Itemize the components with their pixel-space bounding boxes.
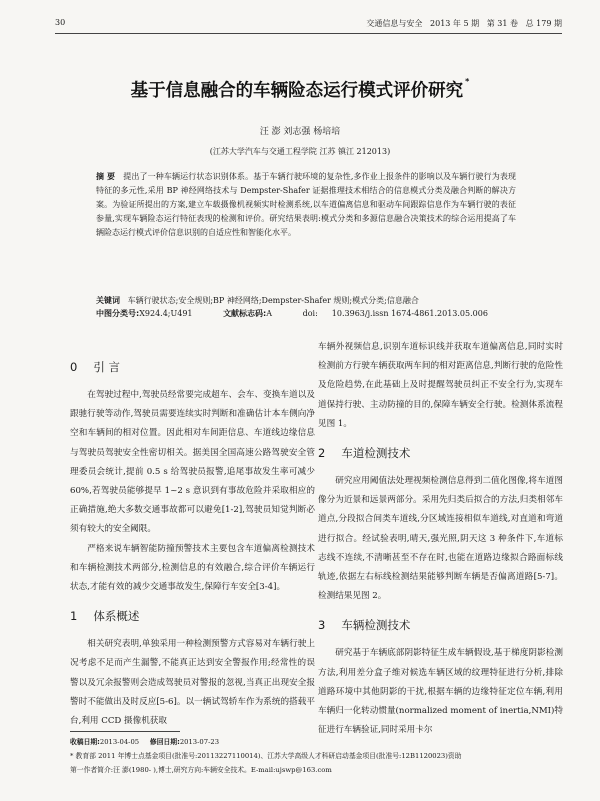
abstract-label: 摘 要 (96, 172, 116, 181)
journal-name: 交通信息与安全 (366, 19, 423, 28)
abstract (96, 170, 516, 240)
section-0-heading: 0 引 言 (70, 360, 120, 374)
footnote-author: 第一作者简介:汪 澎(1980- ),博士,研究方向:车辆安全技术。E-mail:ujswp@163.com (70, 766, 332, 774)
keywords-label: 关键词 (96, 296, 120, 305)
overview-paragraph: 相关研究表明,单独采用一种检测预警方式容易对车辆行驶上况考虑不足而产生漏警,不能真正达到安全警报作用;经常性的误警以及冗余报警则会造成驾驶员对警报的忽视,当真正出现安全报警时不能做出及时反应[5-6]。以一辆试驾轿车作为系统的搭载平台,利用 CCD 摄像机获取 (70, 639, 315, 727)
body (0, 338, 600, 736)
keywords (96, 294, 516, 307)
intro-paragraph-1: 在驾驶过程中,驾驶员经常要完成超车、会车、变换车道以及跟驰行驶等动作,驾驶员需要连续实时判断和准确估计本车侧向净空和车辆间的相对位置。因此相对车间距信息、车道线边缘信息与驾驶员驾驶安全性密切相关。据美国全国高速公路驾驶安全管理委员会统计,提前 0.5 s 给驾驶员报警,追尾事故发生率可减少 60%,若驾驶员能够提早 1~2 s 意识到有事故危险并采取相应的正确措施,绝大多数交通事故都可以避免[1-2],驾驶员知觉判断必须有较大的安全阈限。 (70, 390, 315, 535)
footnote-dates: 收稿日期:2013-04-05 修回日期:2013-07-23 (70, 738, 220, 746)
paper-title (0, 77, 600, 102)
volume: 第 31 卷 (486, 19, 518, 28)
title-text: 基于信息融合的车辆险态运行模式评价研究 (130, 81, 464, 101)
section-1-heading: 1 体系概述 (70, 609, 140, 624)
continued-paragraph: 车辆外视频信息,识别车道标识线并获取车道偏离信息,同时实时检测前方行驶车辆获取两车间的相对距离信息,判断行驶的危险性及危险趋势,在此基础上及时提醒驾驶员纠正不安全行为,实现车道保持行驶、主动防撞的目的,保障车辆安全行驶。检测体系流程见图 1。 (318, 342, 563, 429)
classification-line (96, 307, 516, 320)
doi-label: doi: (302, 309, 318, 318)
affiliation: (江苏大学汽车与交通工程学院 江苏 镇江 212013) (209, 147, 391, 156)
abstract-text: 提出了一种车辆运行状态识别体系。基于车辆行驶环境的复杂性,多作业上报条件的影响以及车辆行驶行为表现特征的多元性,采用 BP 神经网络技术与 Dempster-Shafer 证据推理技术相结合的信息模式分类及融合判断的解决方案。为验证所提出的方案,建立车载摄像机视频实时检测系统,以车道偏离信息和驱动车间跟踪信息作为车辆行驶的表征参量,实现车辆险态运行特征表现的检测和评价。研究结果表明:模式分类和多源信息融合决策技术的综合运用提高了车辆险态运行模式评价信息识别的自适应性和智能化水平。 (96, 172, 516, 237)
page-number: 30 (55, 18, 66, 27)
revised-date: 2013-07-23 (179, 738, 220, 746)
authors: 汪 澎 刘志强 杨培培 (259, 127, 341, 137)
header-rule (55, 33, 562, 34)
title-footnote-mark: * (465, 77, 470, 86)
doc-code-label: 文献标志码: (223, 309, 267, 318)
right-column (318, 338, 563, 740)
total-issue: 总 179 期 (525, 19, 562, 28)
section-3-heading: 3 车辆检测技术 (318, 618, 411, 633)
received-date: 2013-04-05 (99, 738, 140, 746)
keywords-text: 车辆行驶状态;安全规则;BP 神经网络;Dempster-Shafer 规则;模式分类;信息融合 (127, 296, 419, 305)
footnote-rule (70, 731, 180, 732)
year-issue: 2013 年 5 期 (430, 19, 480, 28)
left-column (70, 338, 315, 731)
footnote-fund: * 教育部 2011 年博士点基金项目(批准号:20113227110014)、江苏大学高级人才科研启动基金项目(批准号:12B1120023)资助 (70, 752, 462, 760)
doi: 10.3963/j.issn 1674-4861.2013.05.006 (331, 309, 488, 318)
clc-label: 中图分类号: (96, 309, 140, 318)
clc-code: X924.4;U491 (139, 309, 193, 318)
running-header (366, 18, 562, 29)
section-2-heading: 2 车道检测技术 (318, 446, 411, 461)
vehicle-detection-paragraph: 研究基于车辆底部阴影特征生成车辆假设,基于梯度阴影检测方法,利用差分盒子维对候选车辆区域的纹理特征进行分析,排除道路环境中其他阴影的干扰,根据车辆的边缘特征定位车辆,利用车辆归一化转动惯量(normalized moment of inertia,NMI)特征进行车辆验证,同时采用卡尔 (318, 648, 563, 736)
doc-code: A (266, 309, 273, 318)
lane-detection-paragraph: 研究应用阈值法处理视频检测信息得到二值化图像,将车道图像分为近景和远景两部分。采用先归类后拟合的方法,归类相邻车道点,分段拟合间类车道线,分区域连接相似车道线,对直道和弯道进行拟合。经试验表明,晴天,强光照,阴天这 3 种条件下,车道标志线不连续,不清晰甚至不存在时,也能在道路边缘拟合路面标线轨迹,依据左右标线检测结果能够判断车辆是否偏离道路[5-7]。检测结果见图 2。 (318, 476, 563, 602)
intro-paragraph-2: 严格来说车辆智能防撞预警技术主要包含车道偏离检测技术和车辆检测技术两部分,检测信息的有效融合,综合评价车辆运行状态,才能有效的减少交通事故发生,保障行车安全[3-4]。 (70, 543, 315, 593)
